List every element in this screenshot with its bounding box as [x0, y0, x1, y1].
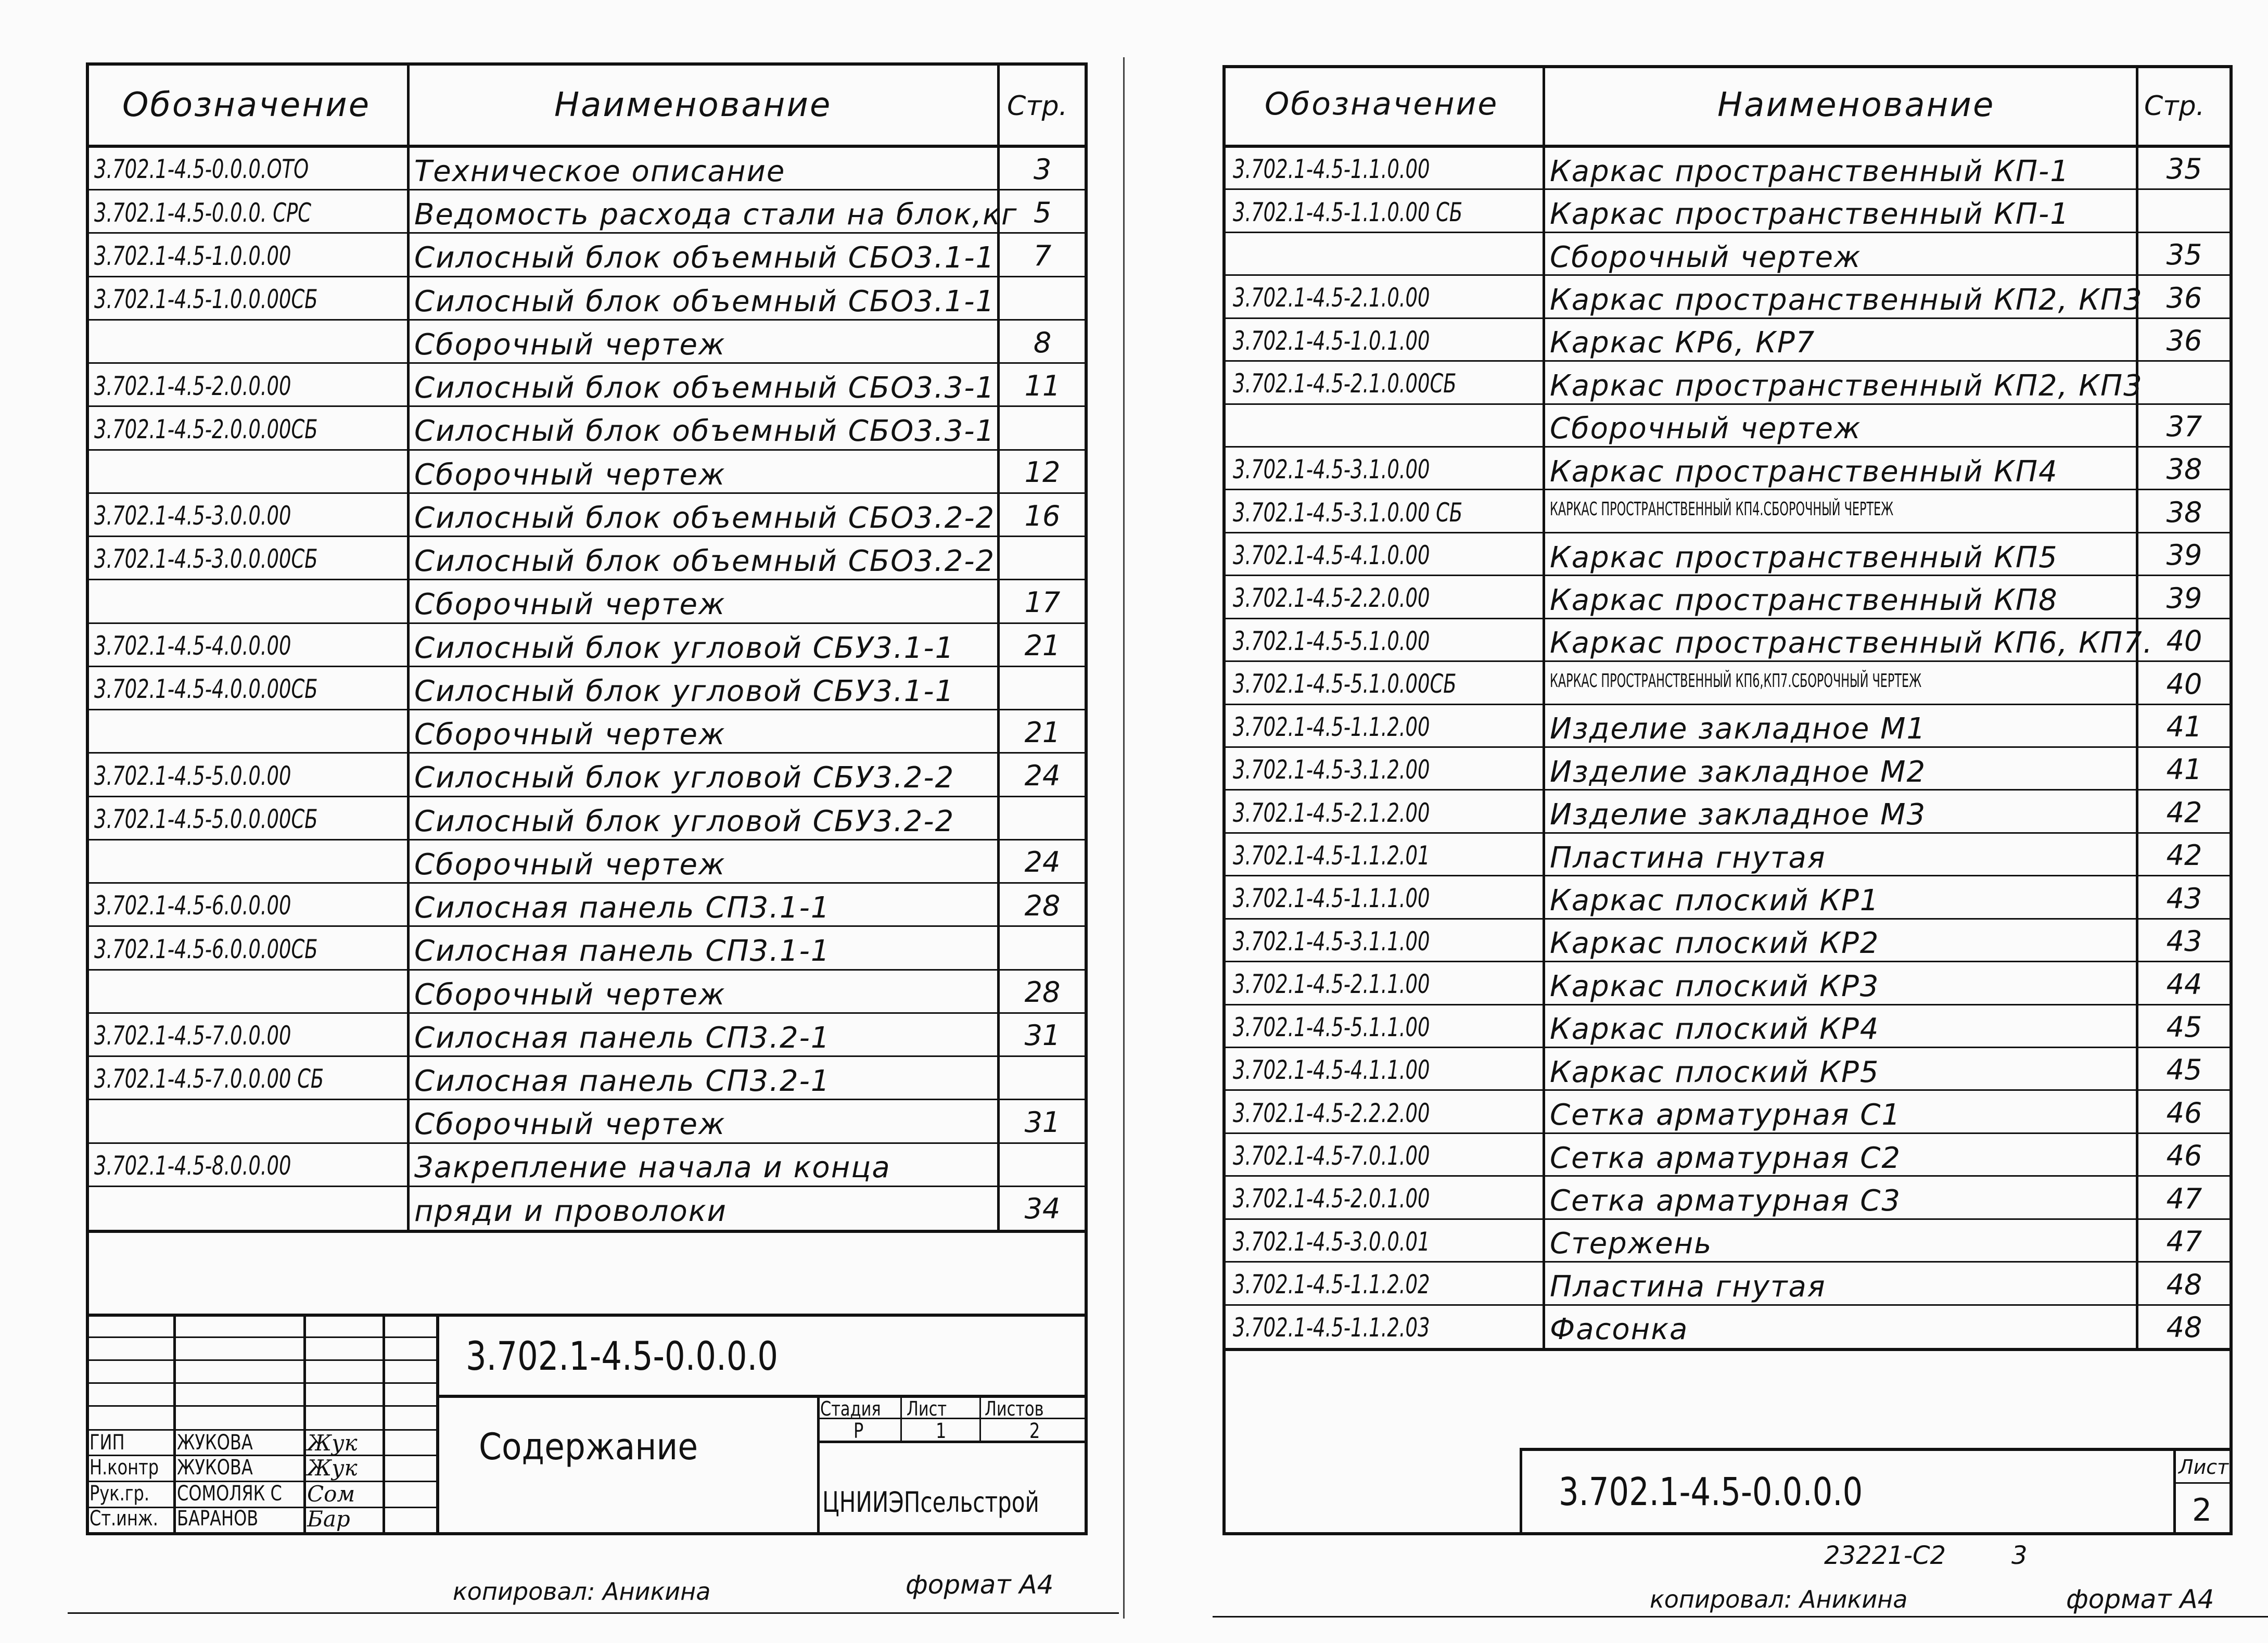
table-row: [1222, 1005, 2233, 1048]
row-page: 47: [2166, 1182, 2202, 1215]
row-page: 48: [2166, 1268, 2202, 1301]
row-name: Силосная панель СП3.2-1: [414, 1021, 831, 1055]
row-divider: [1222, 1304, 2233, 1306]
left-copied-by: копировал: Аникина: [453, 1577, 711, 1606]
row-divider: [1222, 704, 2233, 705]
row-name: Силосный блок угловой СБУ3.2-2: [414, 761, 955, 795]
table-row: [86, 320, 1088, 363]
left-header-name: Наименование: [554, 86, 832, 124]
table-row: [1222, 1176, 2233, 1219]
row-name: Силосный блок объемный СБО3.1-1: [414, 284, 996, 319]
row-designation: 3.702.1-4.5-5.0.0.00: [94, 760, 291, 791]
table-row: [86, 926, 1088, 970]
row-page: 12: [1024, 456, 1061, 489]
right-header-page: Стр.: [2144, 91, 2205, 122]
table-row: [1222, 1305, 2233, 1348]
table-row: [86, 190, 1088, 233]
row-designation: 3.702.1-4.5-5.0.0.00СБ: [94, 804, 318, 834]
row-divider: [1222, 317, 2233, 319]
row-name: Изделие закладное М1: [1550, 712, 1927, 746]
left-header-page: Стр.: [1007, 91, 1068, 122]
row-page: 24: [1024, 759, 1061, 792]
stamp-col-2: [303, 1314, 306, 1535]
row-page: 40: [2166, 667, 2202, 700]
row-name: Сетка арматурная С2: [1550, 1141, 1901, 1175]
row-page: 42: [2166, 796, 2202, 829]
row-page: 41: [2166, 753, 2202, 786]
sheet-value: 1: [936, 1419, 947, 1443]
row-page: 45: [2166, 1053, 2202, 1087]
row-page: 16: [1024, 499, 1061, 532]
row-designation: 3.702.1-4.5-1.1.0.00: [1233, 154, 1430, 185]
right-sheet-number: 2: [2192, 1492, 2212, 1529]
row-page: 45: [2166, 1011, 2202, 1044]
row-name: Каркас пространственный КП5: [1550, 540, 2058, 575]
row-designation: 3.702.1-4.5-5.1.0.00СБ: [1233, 669, 1457, 699]
row-page: 8: [1033, 326, 1052, 359]
row-name: Каркас плоский КР1: [1550, 884, 1880, 918]
table-row: [86, 1100, 1088, 1143]
row-designation: 3.702.1-4.5-5.1.0.00: [1233, 626, 1430, 656]
row-designation: 3.702.1-4.5-7.0.0.00 СБ: [94, 1064, 324, 1094]
row-divider: [86, 232, 1088, 234]
stamp-role: Ст.инж.: [90, 1507, 158, 1531]
table-row: [1222, 790, 2233, 833]
row-page: 46: [2166, 1139, 2202, 1173]
row-divider: [1222, 232, 2233, 233]
row-divider: [1222, 575, 2233, 576]
table-row: [86, 1187, 1088, 1230]
stage-block-divider: [817, 1395, 820, 1535]
row-divider: [86, 622, 1088, 624]
table-row: [86, 1143, 1088, 1187]
row-page: 42: [2166, 839, 2202, 872]
row-designation: 3.702.1-4.5-1.0.1.00: [1233, 325, 1430, 356]
row-designation: 3.702.1-4.5-2.1.2.00: [1233, 797, 1430, 828]
row-divider: [1222, 918, 2233, 920]
row-name: Силосный блок угловой СБУ3.1-1: [414, 674, 955, 708]
row-name: Силосный блок угловой СБУ3.2-2: [414, 804, 955, 838]
row-divider: [86, 1012, 1088, 1014]
table-row: [1222, 747, 2233, 790]
row-divider: [86, 882, 1088, 884]
row-page: 41: [2166, 710, 2202, 744]
table-row: [86, 537, 1088, 580]
right-table-bottom: [1222, 1348, 2233, 1351]
row-designation: 3.702.1-4.5-2.2.2.00: [1233, 1098, 1430, 1128]
row-designation: 3.702.1-4.5-0.0.0. СРС: [94, 197, 312, 228]
row-page: 28: [1024, 889, 1061, 922]
row-divider: [1222, 875, 2233, 876]
row-designation: 3.702.1-4.5-6.0.0.00: [94, 890, 291, 921]
row-divider: [1222, 1261, 2233, 1263]
row-name: Каркас плоский КР2: [1550, 926, 1880, 961]
stamp-role: Н.контр: [90, 1456, 159, 1480]
stamp-person: БАРАНОВ: [177, 1507, 259, 1531]
table-row: [1222, 533, 2233, 576]
row-designation: 3.702.1-4.5-1.1.2.00: [1233, 711, 1430, 742]
row-page: 39: [2166, 539, 2202, 572]
row-divider: [1222, 961, 2233, 962]
row-divider: [1222, 274, 2233, 276]
table-row: [86, 710, 1088, 753]
table-row: [1222, 962, 2233, 1004]
right-format: формат А4: [2066, 1584, 2214, 1614]
row-page: 17: [1024, 586, 1061, 619]
row-page: 31: [1024, 1019, 1061, 1052]
organization-name: ЦНИИЭПсельстрой: [822, 1486, 1039, 1519]
row-designation: 3.702.1-4.5-2.2.0.00: [1233, 583, 1430, 614]
table-row: [1222, 705, 2233, 747]
row-name: Сборочный чертеж: [1550, 412, 1862, 446]
row-name: Силосная панель СП3.2-1: [414, 1064, 831, 1098]
table-row: [1222, 361, 2233, 404]
row-divider: [86, 752, 1088, 754]
row-page: 37: [2166, 410, 2202, 443]
stamp-signature: Жук: [307, 1455, 358, 1481]
row-name: Сборочный чертеж: [414, 718, 726, 752]
row-name: Каркас пространственный КП6, КП7.: [1550, 626, 2154, 660]
table-row: [86, 753, 1088, 796]
row-designation: 3.702.1-4.5-4.0.0.00: [94, 630, 291, 661]
row-divider: [86, 1099, 1088, 1100]
table-row: [1222, 447, 2233, 490]
left-header-designation: Обозначение: [122, 86, 371, 124]
row-divider: [86, 449, 1088, 451]
row-page: 35: [2166, 152, 2202, 186]
row-designation: 3.702.1-4.5-3.0.0.00СБ: [94, 544, 318, 575]
table-row: [86, 363, 1088, 406]
row-divider: [1222, 660, 2233, 662]
sheet-cell-divider: [2173, 1448, 2176, 1535]
table-row: [86, 840, 1088, 883]
table-row: [1222, 619, 2233, 661]
row-page: 47: [2166, 1225, 2202, 1258]
row-designation: 3.702.1-4.5-1.1.2.03: [1233, 1312, 1430, 1343]
table-row: [86, 1056, 1088, 1100]
row-divider: [1222, 532, 2233, 533]
stamp-row-line: [86, 1359, 436, 1361]
row-name: Каркас КР6, КР7: [1550, 326, 1816, 360]
page-fold-line: [1123, 57, 1125, 1619]
row-name: Стержень: [1550, 1227, 1713, 1261]
sheet-cell-label-divider: [2173, 1482, 2233, 1484]
row-designation: 3.702.1-4.5-2.1.0.00СБ: [1233, 368, 1457, 399]
row-designation: 3.702.1-4.5-2.1.1.00: [1233, 969, 1430, 1000]
row-name: Каркас плоский КР4: [1550, 1012, 1880, 1047]
row-page: 36: [2166, 324, 2202, 358]
row-divider: [1222, 618, 2233, 619]
row-page: 38: [2166, 495, 2202, 529]
row-divider: [1222, 1132, 2233, 1134]
archive-number: 23221-С2: [1824, 1541, 1946, 1570]
row-page: 48: [2166, 1311, 2202, 1344]
table-row: [1222, 233, 2233, 275]
row-name: Сборочный чертеж: [414, 1107, 726, 1142]
right-sheet-label: Лист: [2178, 1456, 2229, 1479]
table-row: [86, 580, 1088, 623]
table-row: [86, 883, 1088, 926]
row-designation: 3.702.1-4.5-7.0.0.00: [94, 1021, 291, 1051]
table-row: [1222, 661, 2233, 704]
row-page: 36: [2166, 281, 2202, 314]
row-page: 5: [1033, 196, 1052, 229]
row-divider: [1222, 1047, 2233, 1048]
left-document-code: 3.702.1-4.5-0.0.0.0: [466, 1333, 778, 1379]
row-name: Каркас пространственный КП2, КП3: [1550, 283, 2143, 317]
row-designation: 3.702.1-4.5-1.0.0.00: [94, 240, 291, 271]
left-format: формат А4: [906, 1570, 1054, 1600]
row-name: Силосный блок объемный СБО3.3-1: [414, 371, 996, 405]
row-designation: 3.702.1-4.5-2.1.0.00: [1233, 283, 1430, 313]
stamp-col-3: [383, 1314, 385, 1535]
stamp-person: ЖУКОВА: [177, 1431, 253, 1455]
title-block-top: [86, 1314, 1088, 1317]
row-divider: [86, 319, 1088, 321]
row-name: Пластина гнутая: [1550, 840, 1826, 875]
row-divider: [1222, 1175, 2233, 1177]
row-divider: [1222, 188, 2233, 190]
stamp-col-4: [436, 1314, 439, 1535]
row-name: Каркас пространственный КП8: [1550, 583, 2058, 618]
table-row: [86, 450, 1088, 493]
row-divider: [86, 666, 1088, 667]
row-page: 21: [1024, 716, 1061, 749]
table-row: [86, 233, 1088, 276]
row-designation: 3.702.1-4.5-5.1.1.00: [1233, 1012, 1430, 1042]
stamp-person: СОМОЛЯК С: [177, 1482, 282, 1506]
left-trim-line: [68, 1612, 1119, 1614]
table-row: [86, 406, 1088, 450]
row-designation: 3.702.1-4.5-3.1.1.00: [1233, 926, 1430, 957]
row-name: Изделие закладное М3: [1550, 798, 1927, 832]
row-name: Силосный блок объемный СБО3.2-2: [414, 501, 996, 535]
stamp-row-line: [86, 1382, 436, 1384]
row-name: Сборочный чертеж: [414, 977, 726, 1012]
row-name: Силосная панель СП3.1-1: [414, 934, 831, 969]
archive-page: 3: [2011, 1541, 2028, 1570]
row-divider: [1222, 746, 2233, 748]
table-row: [1222, 1262, 2233, 1305]
row-designation: 3.702.1-4.5-3.1.0.00 СБ: [1233, 497, 1463, 528]
row-designation: 3.702.1-4.5-3.1.0.00: [1233, 454, 1430, 485]
row-divider: [86, 839, 1088, 840]
row-designation: 3.702.1-4.5-3.0.0.01: [1233, 1226, 1430, 1257]
row-name: КАРКАС ПРОСТРАНСТВЕННЫЙ КП6,КП7.СБОРОЧНЫЙ ЧЕРТЕЖ: [1550, 670, 1922, 692]
row-designation: 3.702.1-4.5-4.1.1.00: [1233, 1055, 1430, 1086]
row-name: Закрепление начала и конца: [414, 1151, 891, 1185]
table-row: [1222, 1133, 2233, 1176]
table-row: [86, 970, 1088, 1013]
row-designation: 3.702.1-4.5-2.0.0.00СБ: [94, 414, 318, 444]
row-name: Сборочный чертеж: [1550, 240, 1862, 274]
row-divider: [86, 925, 1088, 927]
row-name: Пластина гнутая: [1550, 1269, 1826, 1304]
document-title: Содержание: [479, 1425, 698, 1468]
row-name: пряди и проволоки: [414, 1194, 727, 1228]
row-designation: 3.702.1-4.5-4.0.0.00СБ: [94, 674, 318, 705]
row-divider: [86, 1142, 1088, 1144]
table-row: [1222, 1090, 2233, 1133]
row-page: 24: [1024, 846, 1061, 879]
row-name: Изделие закладное М2: [1550, 755, 1927, 789]
row-divider: [86, 709, 1088, 710]
row-page: 11: [1024, 369, 1061, 402]
row-designation: 3.702.1-4.5-7.0.1.00: [1233, 1140, 1430, 1171]
sheets-label: Листов: [985, 1397, 1044, 1420]
table-row: [1222, 833, 2233, 876]
row-designation: 3.702.1-4.5-6.0.0.00СБ: [94, 934, 318, 964]
row-name: Каркас плоский КР5: [1550, 1055, 1880, 1089]
table-row: [86, 277, 1088, 320]
sheet-label: Лист: [907, 1397, 947, 1420]
row-name: Каркас плоский КР3: [1550, 969, 1880, 1003]
row-designation: 3.702.1-4.5-3.1.2.00: [1233, 755, 1430, 785]
row-designation: 3.702.1-4.5-1.1.0.00 СБ: [1233, 197, 1463, 227]
row-divider: [86, 536, 1088, 537]
table-row: [1222, 319, 2233, 361]
table-row: [86, 667, 1088, 710]
row-name: Сборочный чертеж: [414, 588, 726, 622]
row-name: Сборочный чертеж: [414, 327, 726, 362]
row-name: Каркас пространственный КП-1: [1550, 197, 2070, 232]
right-document-code: 3.702.1-4.5-0.0.0.0: [1559, 1470, 1863, 1514]
row-page: 40: [2166, 625, 2202, 658]
row-page: 39: [2166, 581, 2202, 615]
row-divider: [86, 1055, 1088, 1057]
row-divider: [1222, 1004, 2233, 1005]
row-name: Ведомость расхода стали на блок,кг: [414, 198, 1018, 232]
row-page: 35: [2166, 238, 2202, 272]
row-name: Сборочный чертеж: [414, 457, 726, 492]
left-table-bottom: [86, 1230, 1088, 1233]
row-divider: [1222, 1089, 2233, 1091]
row-divider: [1222, 489, 2233, 490]
stamp-signature: Сом: [307, 1481, 355, 1507]
row-name: Каркас пространственный КП4: [1550, 454, 2058, 489]
table-row: [86, 1013, 1088, 1056]
row-name: Силосный блок угловой СБУ3.1-1: [414, 631, 955, 665]
right-header-name: Наименование: [1717, 86, 1995, 124]
row-divider: [86, 796, 1088, 797]
row-page: 3: [1033, 152, 1052, 186]
row-designation: 3.702.1-4.5-0.0.0.ОТО: [94, 154, 309, 185]
right-copied-by: копировал: Аникина: [1650, 1585, 1908, 1613]
row-divider: [1222, 789, 2233, 791]
row-divider: [86, 1186, 1088, 1187]
row-page: 31: [1024, 1105, 1061, 1139]
table-row: [1222, 876, 2233, 919]
row-page: 46: [2166, 1096, 2202, 1129]
row-page: 43: [2166, 882, 2202, 915]
row-divider: [86, 579, 1088, 580]
row-divider: [1222, 403, 2233, 405]
row-name: Техническое описание: [414, 154, 786, 188]
row-name: Каркас пространственный КП2, КП3: [1550, 368, 2143, 403]
table-row: [86, 797, 1088, 840]
row-designation: 3.702.1-4.5-1.1.2.01: [1233, 840, 1430, 871]
stage-value: Р: [853, 1419, 864, 1443]
table-row: [1222, 404, 2233, 447]
row-page: 28: [1024, 976, 1061, 1009]
row-page: 21: [1024, 629, 1061, 663]
stamp-row-line: [86, 1429, 436, 1431]
row-designation: 3.702.1-4.5-2.0.1.00: [1233, 1183, 1430, 1214]
row-page: 34: [1024, 1192, 1061, 1226]
table-row: [86, 493, 1088, 537]
row-divider: [86, 405, 1088, 407]
row-divider: [1222, 832, 2233, 834]
stamp-person: ЖУКОВА: [177, 1456, 253, 1480]
stamp-role: ГИП: [90, 1431, 125, 1455]
stamp-role: Рук.гр.: [90, 1482, 150, 1506]
row-page: 38: [2166, 453, 2202, 486]
table-row: [1222, 275, 2233, 318]
row-name: КАРКАС ПРОСТРАНСТВЕННЫЙ КП4.СБОРОЧНЫЙ ЧЕРТЕЖ: [1550, 499, 1894, 520]
table-row: [1222, 147, 2233, 189]
row-name: Силосный блок объемный СБО3.2-2: [414, 544, 996, 579]
row-name: Сетка арматурная С1: [1550, 1098, 1901, 1132]
row-name: Каркас пространственный КП-1: [1550, 154, 2070, 188]
table-row: [1222, 490, 2233, 532]
row-name: Фасонка: [1550, 1313, 1689, 1347]
row-divider: [86, 492, 1088, 494]
row-page: 44: [2166, 967, 2202, 1001]
stamp-signature: Жук: [307, 1430, 358, 1456]
row-divider: [86, 362, 1088, 364]
row-divider: [1222, 446, 2233, 448]
row-designation: 3.702.1-4.5-1.1.1.00: [1233, 883, 1430, 914]
row-divider: [86, 969, 1088, 971]
row-name: Сетка арматурная С3: [1550, 1184, 1901, 1218]
row-designation: 3.702.1-4.5-4.1.0.00: [1233, 540, 1430, 570]
row-designation: 3.702.1-4.5-8.0.0.00: [94, 1150, 291, 1181]
stage-label: Стадия: [820, 1397, 881, 1420]
right-trim-line: [1213, 1616, 2268, 1617]
stamp-row-line: [86, 1336, 436, 1338]
row-divider: [1222, 1218, 2233, 1220]
stamp-row-line: [86, 1405, 436, 1407]
table-row: [1222, 1219, 2233, 1262]
row-divider: [1222, 360, 2233, 362]
table-row: [86, 147, 1088, 190]
row-name: Сборочный чертеж: [414, 847, 726, 882]
row-name: Силосная панель СП3.1-1: [414, 891, 831, 925]
row-designation: 3.702.1-4.5-1.0.0.00СБ: [94, 284, 318, 315]
stamp-col-1: [173, 1314, 176, 1535]
row-name: Силосный блок объемный СБО3.3-1: [414, 414, 996, 449]
row-designation: 3.702.1-4.5-1.1.2.02: [1233, 1269, 1430, 1300]
row-name: Силосный блок объемный СБО3.1-1: [414, 241, 996, 275]
table-row: [1222, 1048, 2233, 1090]
row-designation: 3.702.1-4.5-2.0.0.00: [94, 371, 291, 401]
row-divider: [86, 189, 1088, 190]
row-designation: 3.702.1-4.5-3.0.0.00: [94, 501, 291, 531]
table-row: [86, 623, 1088, 667]
table-row: [1222, 189, 2233, 232]
row-divider: [86, 276, 1088, 277]
right-header-designation: Обозначение: [1265, 86, 1499, 122]
table-row: [1222, 919, 2233, 962]
row-page: 7: [1033, 239, 1052, 273]
stamp-signature: Бар: [307, 1506, 350, 1532]
row-page: 43: [2166, 925, 2202, 958]
table-row: [1222, 576, 2233, 618]
sheets-value: 2: [1029, 1419, 1040, 1443]
